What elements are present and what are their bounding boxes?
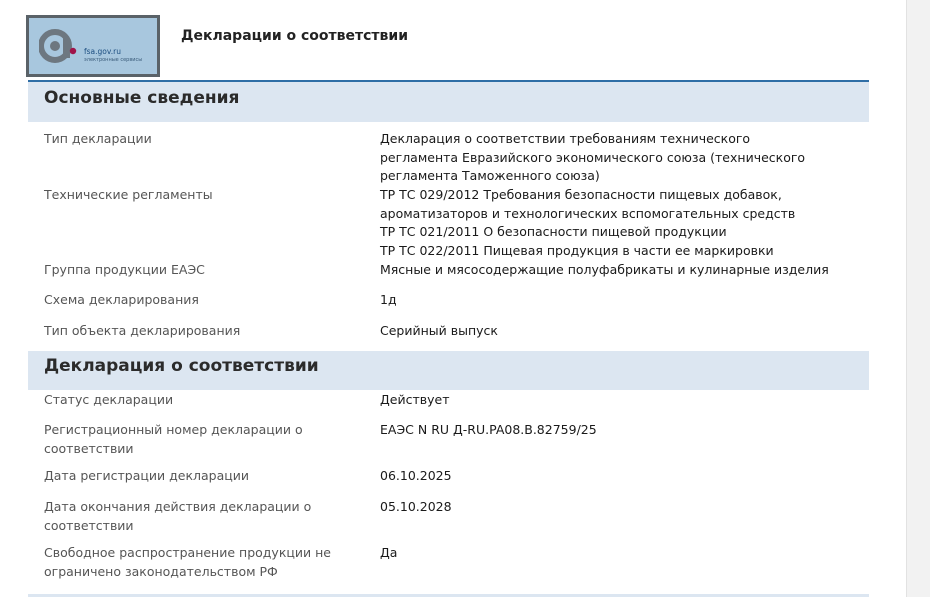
field-label: Дата окончания действия декларации о соответствии xyxy=(44,499,312,533)
field-value: Мясные и мясосодержащие полуфабрикаты и кулинарные изделия xyxy=(380,262,829,277)
field-value: Декларация о соответствии требованиям технического регламента Евразийского экономического союза (технического регламента Таможенного союза) xyxy=(380,131,806,183)
field-label: Схема декларирования xyxy=(44,292,199,307)
expiry-date-value: 05.10.2028 xyxy=(380,499,452,514)
field-label: Регистрационный номер декларации о соответствии xyxy=(44,422,303,456)
field-label: Технические регламенты xyxy=(44,187,213,202)
free-circulation-value: Да xyxy=(380,545,398,560)
scrollbar-track[interactable] xyxy=(906,0,930,597)
field-label: Группа продукции ЕАЭС xyxy=(44,262,205,277)
fsa-logo[interactable] xyxy=(26,15,160,77)
section-heading-basic-info: Основные сведения xyxy=(28,82,869,122)
field-label: Свободное распространение продукции не ограничено законодательством РФ xyxy=(44,545,331,579)
field-label: Тип объекта декларирования xyxy=(44,323,241,338)
registration-date-value: 06.10.2025 xyxy=(380,468,452,483)
field-label: Дата регистрации декларации xyxy=(44,468,250,483)
field-label: Статус декларации xyxy=(44,392,174,407)
registration-number-value: ЕАЭС N RU Д-RU.PA08.В.82759/25 xyxy=(380,422,597,437)
regulation-item: ТР ТС 021/2011 О безопасности пищевой продукции xyxy=(380,224,727,239)
logo-site-text: fsa.gov.ru xyxy=(84,47,121,56)
field-label: Тип декларации xyxy=(44,131,152,146)
page-title: Декларации о соответствии xyxy=(181,28,409,44)
status-value: Действует xyxy=(380,392,450,407)
section-heading-declaration: Декларация о соответствии xyxy=(28,351,869,390)
logo-subtitle: электронные сервисы xyxy=(84,57,143,63)
field-value: Серийный выпуск xyxy=(380,323,498,338)
field-value: 1д xyxy=(380,292,397,307)
regulation-item: ТР ТС 029/2012 Требования безопасности пищевых добавок, ароматизаторов и технологических вспомогательных средств xyxy=(380,187,796,221)
fsa-logo-icon xyxy=(39,26,81,66)
regulation-item: ТР ТС 022/2011 Пищевая продукция в части ее маркировки xyxy=(380,242,774,258)
field-value-list xyxy=(380,186,830,260)
